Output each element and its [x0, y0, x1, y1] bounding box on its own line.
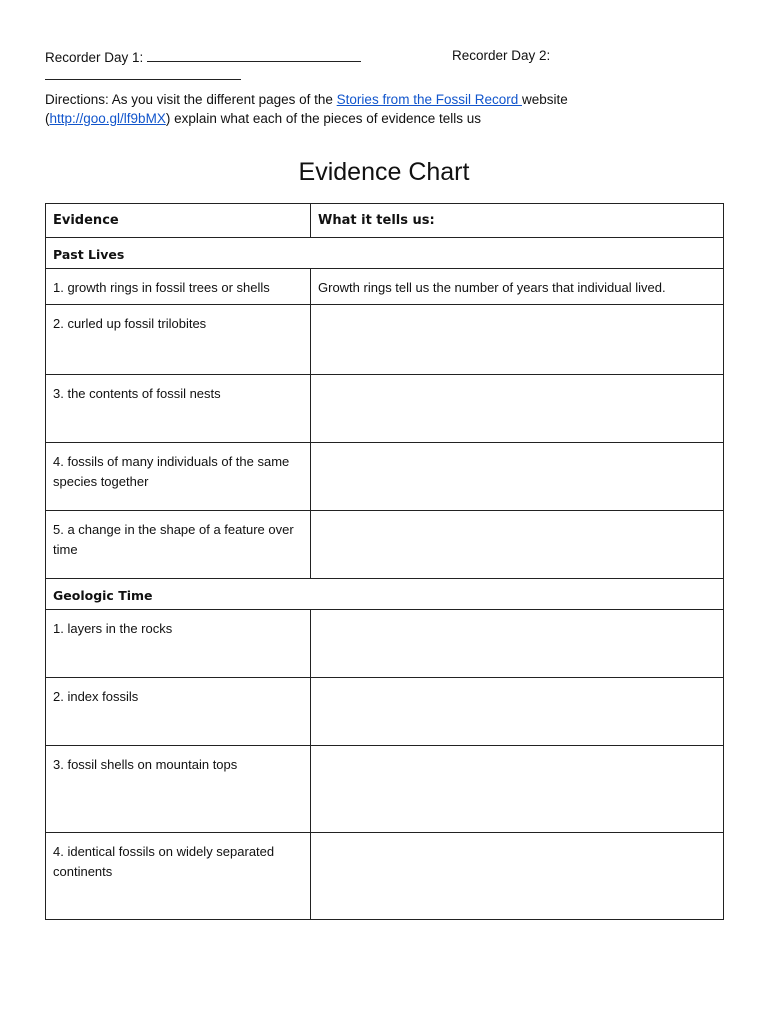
directions-middle: website — [521, 92, 568, 107]
section-title: Past Lives — [46, 238, 724, 269]
tells-us-cell[interactable] — [311, 833, 724, 920]
table-row — [46, 610, 724, 678]
table-header-row — [46, 204, 724, 238]
evidence-cell: 2. index fossils — [46, 678, 311, 746]
directions-paren: ( — [45, 111, 50, 126]
table-row — [46, 443, 724, 511]
tells-us-cell[interactable] — [311, 678, 724, 746]
tells-us-cell[interactable] — [311, 443, 724, 511]
evidence-cell: 3. fossil shells on mountain tops — [46, 746, 311, 833]
table-row — [46, 833, 724, 920]
directions-prefix: Directions: As you visit the different pages of the — [45, 92, 337, 107]
header-evidence: Evidence — [46, 204, 311, 238]
recorder-day2 — [452, 48, 550, 63]
evidence-cell: 4. identical fossils on widely separated continents — [46, 833, 311, 920]
recorder-day2-label: Recorder Day 2: — [452, 48, 551, 63]
tells-us-cell[interactable] — [311, 746, 724, 833]
section-row — [46, 579, 724, 610]
recorder-day1-blank[interactable] — [147, 48, 361, 62]
evidence-cell: 2. curled up fossil trilobites — [46, 305, 311, 375]
recorder-day2-blank[interactable] — [45, 79, 241, 80]
tells-us-cell[interactable] — [311, 305, 724, 375]
fossil-record-link[interactable]: Stories from the Fossil Record — [336, 92, 522, 107]
section-title: Geologic Time — [46, 579, 724, 610]
website-url-link[interactable]: http://goo.gl/lf9bMX — [49, 111, 166, 126]
table-row — [46, 511, 724, 579]
table-row — [46, 305, 724, 375]
evidence-cell: 1. growth rings in fossil trees or shells — [46, 269, 311, 305]
directions-suffix: ) explain what each of the pieces of evidence tells us — [165, 111, 482, 126]
tells-us-cell[interactable] — [311, 375, 724, 443]
table-row — [46, 375, 724, 443]
evidence-table — [45, 203, 724, 920]
table-body — [46, 238, 724, 920]
tells-us-cell[interactable] — [311, 610, 724, 678]
page-title: Evidence Chart — [298, 158, 470, 186]
tells-us-cell[interactable]: Growth rings tell us the number of years that individual lived. — [311, 269, 724, 305]
evidence-cell: 3. the contents of fossil nests — [46, 375, 311, 443]
table-row — [46, 746, 724, 833]
evidence-cell: 4. fossils of many individuals of the same species together — [46, 443, 311, 511]
table-row — [46, 678, 724, 746]
section-row — [46, 238, 724, 269]
table-row — [46, 269, 724, 305]
recorder-day1-label: Recorder Day 1: — [45, 50, 144, 65]
directions — [45, 90, 725, 128]
header-what-it-tells: What it tells us: — [311, 204, 724, 238]
evidence-cell: 1. layers in the rocks — [46, 610, 311, 678]
recorder-day1 — [45, 48, 361, 65]
evidence-cell: 5. a change in the shape of a feature over time — [46, 511, 311, 579]
tells-us-cell[interactable] — [311, 511, 724, 579]
